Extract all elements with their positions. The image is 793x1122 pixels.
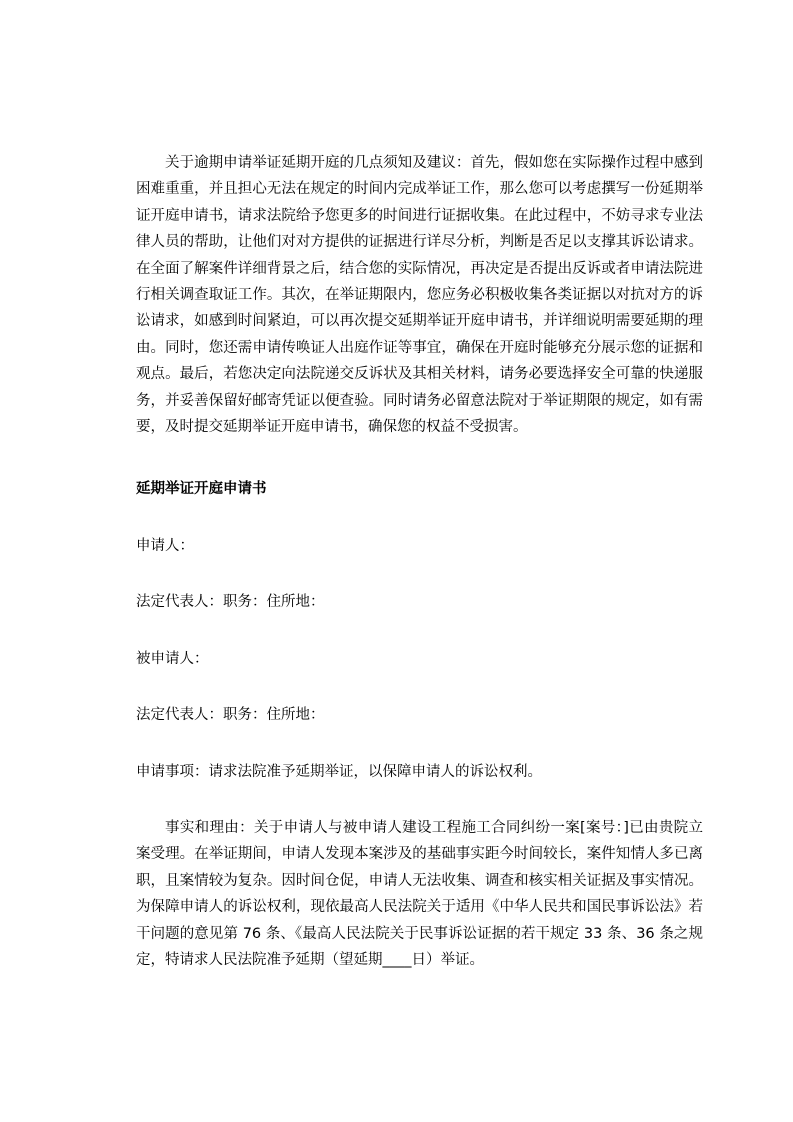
intro-paragraph: 关于逾期申请举证延期开庭的几点须知及建议：首先，假如您在实际操作过程中感到困难重重，并且担心无法在规定的时间内完成举证工作，那么您可以考虑撰写一份延期举证开庭申请书，请求法院给予您更多的时间进行证据收集。在此过程中，不妨寻求专业法律人员的帮助，让他们对对方提供的证据进行详尽分析，判断是否足以支撑其诉讼请求。在全面了解案件详细背景之后，结合您的实际情况，再决定是否提出反诉或者申请法院进行相关调查取证工作。其次，在举证期限内，您应务必积极收集各类证据以对抗对方的诉讼请求，如感到时间紧迫，可以再次提交延期举证开庭申请书，并详细说明需要延期的理由。同时，您还需申请传唤证人出庭作证等事宜，确保在开庭时能够充分展示您的证据和观点。最后，若您决定向法院递交反诉状及其相关材料，请务必要选择安全可靠的快递服务，并妥善保留好邮寄凭证以便查验。同时请务必留意法院对于举证期限的规定，如有需要，及时提交延期举证开庭申请书，确保您的权益不受损害。 <box>136 155 703 436</box>
request-line: 申请事项：请求法院准予延期举证，以保障申请人的诉讼权利。 <box>136 763 542 780</box>
applicant-line: 申请人： <box>136 537 194 554</box>
applicant-representative-line: 法定代表人：职务：住所地： <box>136 594 325 611</box>
respondent-line: 被申请人： <box>136 650 209 667</box>
document-body <box>136 150 703 973</box>
facts-and-reasons-paragraph: 事实和理由：关于申请人与被申请人建设工程施工合同纠纷一案[案号：]已由贵院立案受理。在举证期间，申请人发现本案涉及的基础事实距今时间较长，案件知情人多已离职，且案情较为复杂。因时间仓促，申请人无法收集、调查和核实相关证据及事实情况。为保障申请人的诉讼权利，现依最高人民法院关于适用《中华人民共和国民事诉讼法》若干问题的意见第 76 条、《最高人民法院关于民事诉讼证据的若干规定 33 条、36 条之规定，特请求人民法院准予延期（望延期____日）举证。 <box>136 819 703 968</box>
document-title: 延期举证开庭申请书 <box>136 481 267 498</box>
respondent-representative-line: 法定代表人：职务：住所地： <box>136 707 325 724</box>
